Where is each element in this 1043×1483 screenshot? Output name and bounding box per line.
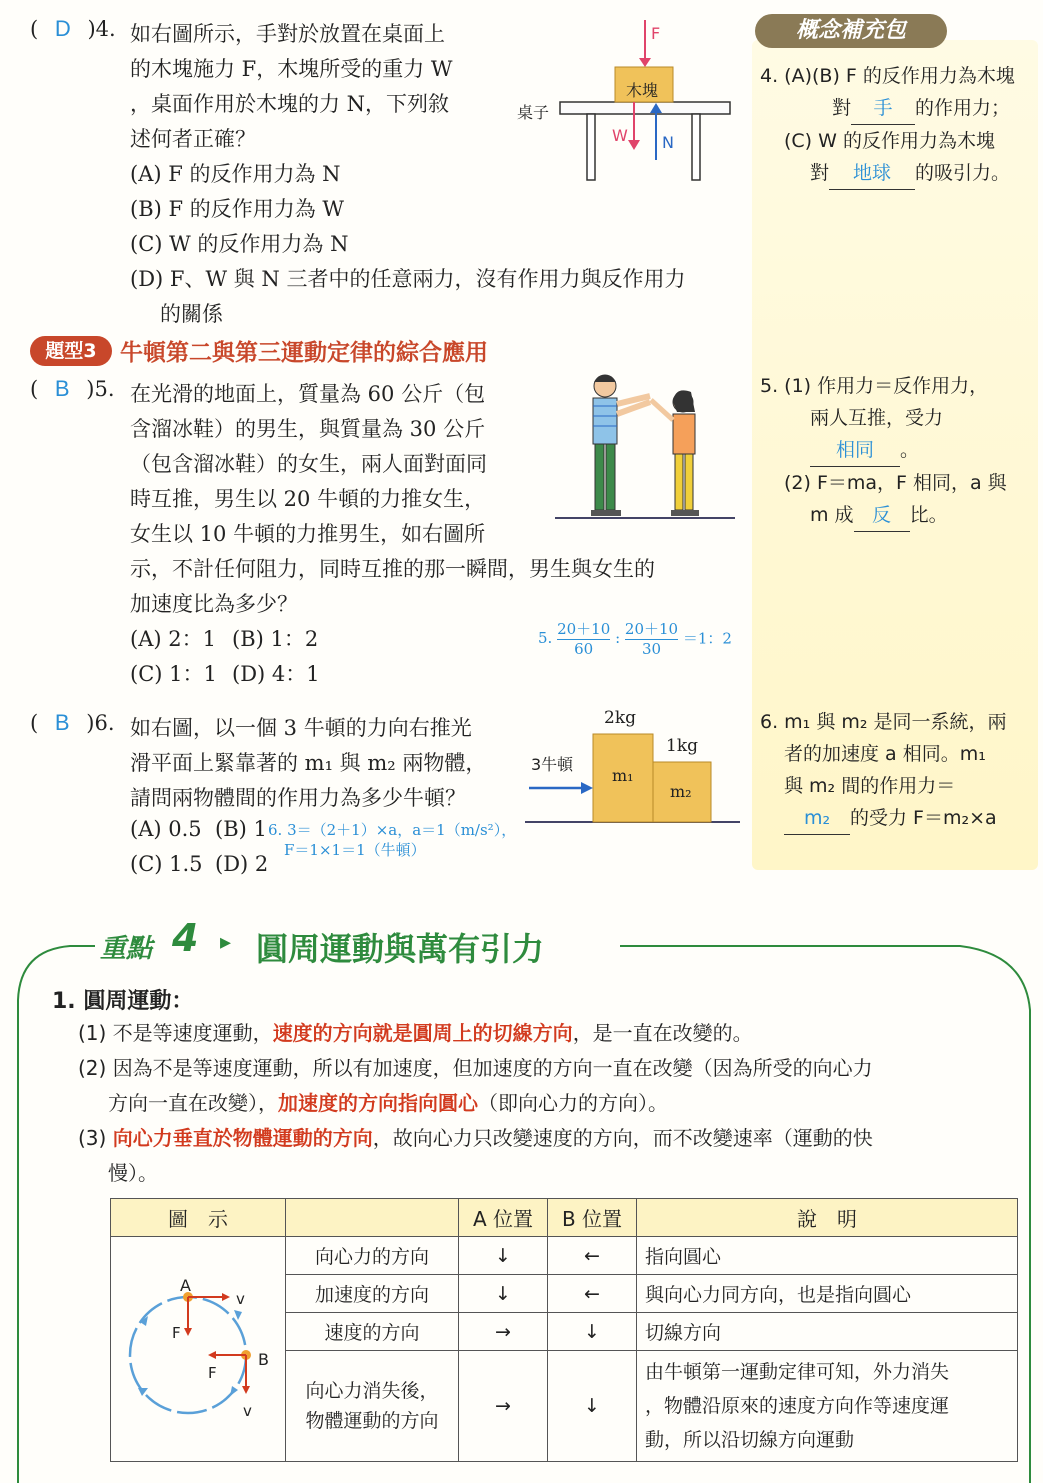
- block-label: 木塊: [626, 81, 659, 100]
- table-row: 向心力的方向 ↓ ← 指向圓心: [111, 1237, 1018, 1275]
- key-point-2: (2) 因為不是等速度運動，所以有加速度，但加速度的方向一直在改變（因為所受的向心力: [78, 1056, 873, 1080]
- q5-option-a: (A) 2：1: [130, 627, 216, 651]
- velocity-b-label: v: [243, 1402, 252, 1420]
- q5-option-d: (D) 4：1: [232, 662, 320, 686]
- q5-line: 加速度比為多少？: [130, 592, 298, 616]
- blank-answer: 相同: [810, 434, 900, 467]
- blank-answer: 手: [851, 92, 915, 125]
- q5-option-b: (B) 1：2: [232, 627, 319, 651]
- q6-header: ( B )6.: [30, 710, 115, 735]
- col-header-figure: 圖 示: [111, 1199, 286, 1237]
- table-row: 向心力消失後， 物體運動的方向 → ↓ 由牛頓第一運動定律可知，外力消失 ，物體沿原來的速度方向作等速度運 動，所以沿切線方向運動: [111, 1351, 1018, 1462]
- q6-option-d: (D) 2: [215, 852, 269, 876]
- force-n-label: N: [662, 133, 674, 152]
- q4-answer: D: [54, 16, 71, 41]
- q5-line: （包含溜冰鞋）的女生，兩人面對面同: [130, 452, 487, 476]
- topic-title: 牛頓第二與第三運動定律的綜合應用: [120, 340, 488, 366]
- key-point-3-cont: 慢）。: [108, 1161, 158, 1185]
- col-header-b: B 位置: [548, 1199, 637, 1237]
- m1-mass-label: 2kg: [604, 708, 636, 728]
- m1-label: m₁: [612, 766, 634, 785]
- velocity-a-label: v: [236, 1290, 245, 1308]
- q5-line: 在光滑的地面上，質量為 60 公斤（包: [130, 382, 486, 406]
- q4-line: 如右圖所示，手對於放置在桌面上: [130, 22, 445, 46]
- q6-line: 請問兩物體間的作用力為多少牛頓？: [130, 786, 466, 810]
- concept-panel-title: 概念補充包: [755, 14, 947, 48]
- q6-line: 如右圖，以一個 3 牛頓的力向右推光: [130, 716, 472, 740]
- concept-note-5: 5. (1) 作用力＝反作用力， 兩人互推，受力 相同 。 (2) F＝ma，F 相同，a 與 m 成 反 比。: [760, 370, 1040, 532]
- q4-line: 述何者正確？: [130, 127, 256, 151]
- q6-option-b: (B) 1: [215, 817, 267, 841]
- force-b-label: F: [208, 1364, 217, 1382]
- q4-line: 的木塊施力 F，木塊所受的重力 W: [130, 57, 453, 81]
- key-arrow-icon: ▸: [220, 930, 232, 955]
- force-a-label: F: [172, 1324, 181, 1342]
- concept-note-6: 6. m₁ 與 m₂ 是同一系統，兩 者的加速度 a 相同。m₁ 與 m₂ 間的作用力＝ m₂ 的受力 F＝m₂×a: [760, 706, 1040, 835]
- section-heading: 1. 圓周運動：: [52, 989, 194, 1014]
- q6-answer: B: [54, 710, 70, 735]
- m2-label: m₂: [670, 782, 692, 801]
- topic-badge: 題型3: [30, 336, 112, 366]
- q6-option-c: (C) 1.5: [130, 852, 203, 876]
- key-title: 圓周運動與萬有引力: [256, 930, 545, 968]
- q5-line: 示，不計任何阻力，同時互推的那一瞬間，男生與女生的: [130, 557, 655, 581]
- q5-option-c: (C) 1：1: [130, 662, 217, 686]
- q5-line: 含溜冰鞋）的男生，與質量為 30 公斤: [130, 417, 486, 441]
- force-f-label: F: [651, 24, 661, 43]
- table-header-row: [111, 1199, 1018, 1237]
- q6-option-a: (A) 0.5: [130, 817, 202, 841]
- q6-line: 滑平面上緊靠著的 m₁ 與 m₂ 兩物體，: [130, 751, 487, 775]
- key-point-1: (1) 不是等速度運動，速度的方向就是圓周上的切線方向，是一直在改變的。: [78, 1021, 753, 1045]
- block-table-figure: [515, 20, 745, 190]
- q5-line: 女生以 10 牛頓的力推男生，如右圖所: [130, 522, 486, 546]
- q4-header: ( D )4.: [30, 16, 116, 41]
- col-header-item: [286, 1199, 459, 1237]
- q4-line: ，桌面作用於木塊的力 N，下列敘: [130, 92, 450, 116]
- col-header-a: A 位置: [459, 1199, 548, 1237]
- table-row: 加速度的方向 ↓ ← 與向心力同方向，也是指向圓心: [111, 1275, 1018, 1313]
- blank-answer: 反: [854, 499, 910, 532]
- key-badge: 重點: [100, 934, 153, 964]
- q4-option-d-cont: 的關係: [160, 302, 223, 326]
- key-number: 4: [172, 916, 199, 960]
- table-label: 桌子: [517, 103, 550, 122]
- q4-number: 4.: [95, 17, 116, 41]
- skaters-figure: [555, 372, 735, 527]
- q4-option-c: (C) W 的反作用力為 N: [130, 232, 349, 256]
- blank-answer: 地球: [829, 157, 915, 190]
- blank-answer: m₂: [784, 802, 850, 835]
- m2-mass-label: 1kg: [666, 736, 698, 756]
- col-header-desc: 說 明: [637, 1199, 1018, 1237]
- force-label: 3牛頓: [531, 755, 574, 774]
- point-b-label: B: [258, 1350, 269, 1369]
- circular-motion-figure: [118, 1270, 278, 1430]
- q6-solution: 6. 3＝（2＋1）×a，a＝1（m/s²）， F＝1×1＝1（牛頓）: [268, 821, 517, 859]
- key-point-3: (3) 向心力垂直於物體運動的方向，故向心力只改變速度的方向，而不改變速率（運動的快: [78, 1126, 873, 1150]
- point-a-label: A: [180, 1276, 191, 1295]
- q5-solution: 5. $\frac{20+10}{60}$ : $\frac{20+10}{30}$ ＝1：2: [538, 620, 732, 658]
- force-w-label: W: [612, 126, 628, 145]
- key-point-2-cont: 方向一直在改變），加速度的方向指向圓心（即向心力的方向）。: [108, 1091, 668, 1115]
- q5-header: ( B )5.: [30, 376, 115, 401]
- q4-option-b: (B) F 的反作用力為 W: [130, 197, 344, 221]
- concept-note-4: 4. (A)(B) F 的反作用力為木塊 對 手 的作用力； (C) W 的反作用力為木塊 對 地球 的吸引力。: [760, 60, 1040, 190]
- q5-line: 時互推，男生以 20 牛頓的力推女生，: [130, 487, 486, 511]
- table-row: 速度的方向 → ↓ 切線方向: [111, 1313, 1018, 1351]
- q5-answer: B: [54, 376, 70, 401]
- q4-option-a: (A) F 的反作用力為 N: [130, 162, 341, 186]
- q4-option-d: (D) F、W 與 N 三者中的任意兩力，沒有作用力與反作用力: [130, 267, 686, 291]
